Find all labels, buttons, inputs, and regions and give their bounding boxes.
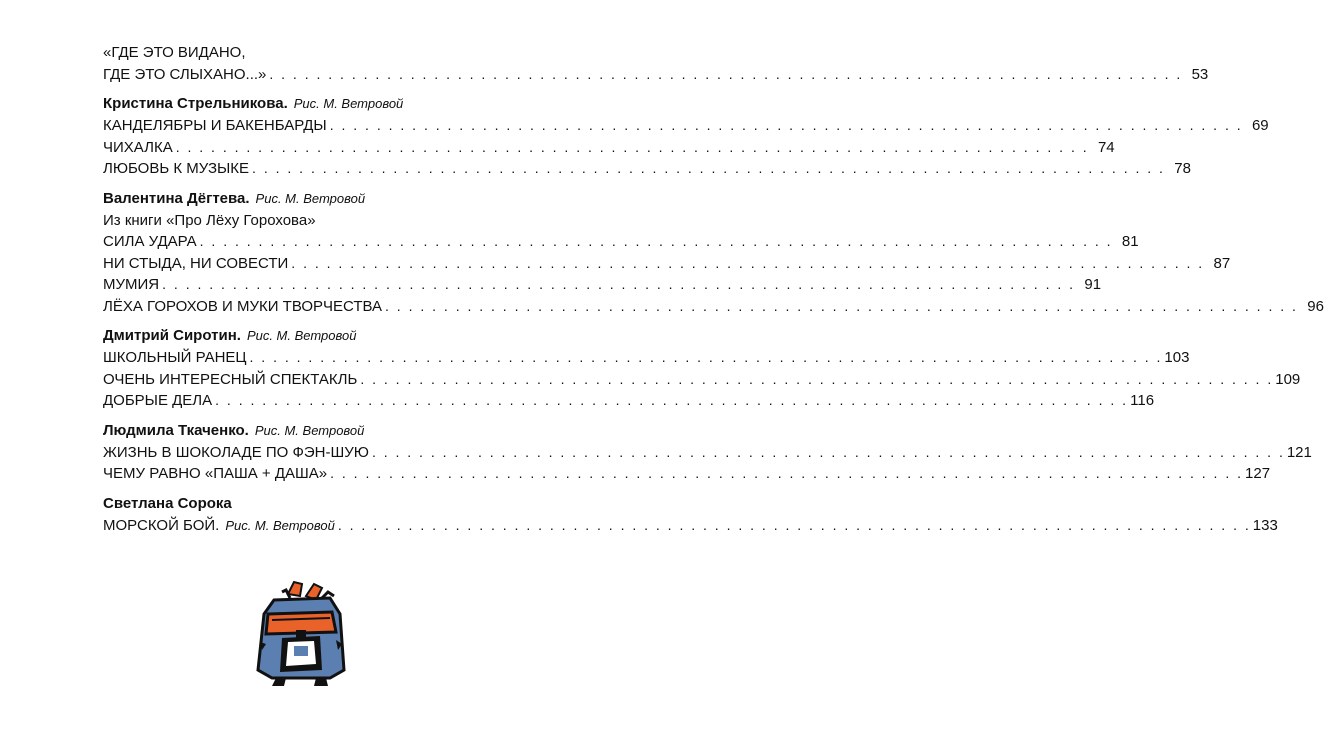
dot-leader: . . . . . . . . . . . . . . . . . . . . . . . . . . . . . . . . . . . . . . . . . . . . . . . . . . . . . . . . . . . . . . . . . . . . . . . . . . . . . . (249, 349, 1163, 365)
toc-entry[interactable] (103, 115, 1269, 137)
dot-leader: . . . . . . . . . . . . . . . . . . . . . . . . . . . . . . . . . . . . . . . . . . . . . . . . . . . . . . . . . . . . . . . . . . . . . . . . . . . . . . (385, 297, 1298, 314)
toc-entry[interactable] (103, 369, 1301, 391)
section-note: Из книги «Про Лёху Горохова» (103, 211, 316, 229)
dot-leader: . . . . . . . . . . . . . . . . . . . . . . . . . . . . . . . . . . . . . . . . . . . . . . . . . . . . . . . . . . . . . . . . . . . . . . . . . . . . . . (175, 138, 1089, 155)
toc-entry-title: ЖИЗНЬ В ШОКОЛАДЕ ПО ФЭН-ШУЮ (103, 443, 369, 461)
toc-entry-title: ЛЮБОВЬ К МУЗЫКЕ (103, 160, 250, 177)
toc-entry-title: ГДЕ ЭТО СЛЫХАНО...» (103, 65, 267, 83)
toc-entry-title: ЧИХАЛКА (103, 138, 173, 156)
author-line (103, 188, 463, 210)
toc-entry-title: ОЧЕНЬ ИНТЕРЕСНЫЙ СПЕКТАКЛЬ (103, 370, 358, 388)
dot-leader: . . . . . . . . . . . . . . . . . . . . . . . . . . . . . . . . . . . . . . . . . . . . . . . . . . . . . . . . . . . . . . . . . . . . . . . . . . . . . . (337, 516, 1251, 533)
toc-entry-title: ЛЁХА ГОРОХОВ И МУКИ ТВОРЧЕСТВА (103, 297, 383, 315)
toc-entry-title: МУМИЯ (103, 276, 160, 293)
toc-entry-title: НИ СТЫДА, НИ СОВЕСТИ (103, 254, 289, 272)
page-number: 121 (1286, 443, 1312, 461)
dot-leader: . . . . . . . . . . . . . . . . . . . . . . . . . . . . . . . . . . . . . . . . . . . . . . . . . . . . . . . . . . . . . . . . . . . . . . . . . . . . . . (371, 443, 1285, 460)
toc-entry[interactable] (103, 158, 1191, 180)
table-of-contents (103, 42, 1324, 544)
toc-entry-title: МОРСКОЙ БОЙ. (103, 516, 220, 534)
illustrator-credit: Рис. М. Ветровой (225, 517, 335, 533)
page-number: 96 (1307, 297, 1324, 315)
toc-entry[interactable] (103, 231, 1139, 253)
author-name: Кристина Стрельникова. (103, 95, 288, 112)
page-number: 109 (1275, 370, 1301, 388)
illustrator-credit: Рис. М. Ветровой (255, 190, 366, 206)
page-number: 133 (1252, 516, 1278, 534)
toc-entry[interactable] (103, 442, 1312, 464)
toc-section (103, 93, 1269, 180)
author-line (103, 325, 463, 347)
page-number: 127 (1245, 465, 1271, 482)
toc-entry-title: ЧЕМУ РАВНО «ПАША + ДАША» (103, 465, 328, 482)
toc-entry[interactable] (103, 296, 1324, 318)
author-line (103, 420, 463, 442)
toc-entry[interactable] (103, 274, 1102, 296)
dot-leader: . . . . . . . . . . . . . . . . . . . . . . . . . . . . . . . . . . . . . . . . . . . . . . . . . . . . . . . . . . . . . . . . . . . . . . . . . . . . . . (162, 276, 1076, 292)
dot-leader: . . . . . . . . . . . . . . . . . . . . . . . . . . . . . . . . . . . . . . . . . . . . . . . . . . . . . . . . . . . . . . . . . . . . . . . . . . . . . . (329, 117, 1243, 133)
author-name: Людмила Ткаченко. (103, 421, 249, 439)
author-line (103, 493, 463, 515)
dot-leader: . . . . . . . . . . . . . . . . . . . . . . . . . . . . . . . . . . . . . . . . . . . . . . . . . . . . . . . . . . . . . . . . . . . . . . . . . . . . . . (330, 465, 1244, 481)
illustrator-credit: Рис. М. Ветровой (254, 422, 365, 438)
dot-leader: . . . . . . . . . . . . . . . . . . . . . . . . . . . . . . . . . . . . . . . . . . . . . . . . . . . . . . . . . . . . . . . . . . . . . . . . . . . . . . (291, 254, 1205, 271)
toc-entry-title: «ГДЕ ЭТО ВИДАНО, (103, 44, 246, 61)
page-number: 116 (1130, 392, 1155, 409)
toc-entry-title: ДОБРЫЕ ДЕЛА (103, 392, 213, 409)
dot-leader: . . . . . . . . . . . . . . . . . . . . . . . . . . . . . . . . . . . . . . . . . . . . . . . . . . . . . . . . . . . . . . . . . . . . . . . . . . . . . . (199, 233, 1113, 249)
toc-section (103, 493, 1278, 537)
author-name: Светлана Сорока (103, 494, 232, 512)
toc-entry[interactable] (103, 137, 1115, 159)
backpack-icon (250, 580, 350, 690)
toc-entry[interactable] (103, 463, 1271, 485)
dot-leader: . . . . . . . . . . . . . . . . . . . . . . . . . . . . . . . . . . . . . . . . . . . . . . . . . . . . . . . . . . . . . . . . . . . . . . . . . . . . . . (215, 392, 1129, 408)
toc-entry[interactable] (103, 253, 1231, 275)
page-number: 91 (1084, 276, 1102, 293)
page-number: 103 (1164, 349, 1190, 366)
toc-entry[interactable] (103, 390, 1155, 412)
toc-entry[interactable] (103, 64, 1209, 86)
toc-section (103, 420, 1312, 485)
page-number: 69 (1251, 117, 1269, 134)
toc-entry[interactable] (103, 515, 1278, 537)
page-number: 81 (1121, 233, 1139, 250)
toc-entry-title: ШКОЛЬНЫЙ РАНЕЦ (103, 349, 247, 366)
page-number: 78 (1174, 160, 1191, 177)
toc-entry[interactable] (103, 347, 1190, 369)
toc-section (103, 188, 1324, 318)
dot-leader: . . . . . . . . . . . . . . . . . . . . . . . . . . . . . . . . . . . . . . . . . . . . . . . . . . . . . . . . . . . . . . . . . . . . . . . . . . . . . . (269, 65, 1183, 82)
page-number: 53 (1191, 65, 1209, 83)
illustrator-credit: Рис. М. Ветровой (293, 96, 404, 111)
author-name: Дмитрий Сиротин. (103, 327, 241, 344)
dot-leader: . . . . . . . . . . . . . . . . . . . . . . . . . . . . . . . . . . . . . . . . . . . . . . . . . . . . . . . . . . . . . . . . . . . . . . . . . . . . . . (252, 160, 1165, 176)
toc-entry-title: СИЛА УДАРА (103, 233, 197, 250)
author-name: Валентина Дёгтева. (103, 189, 250, 207)
page-number: 87 (1213, 254, 1231, 272)
toc-section (103, 42, 1209, 85)
toc-section (103, 325, 1301, 412)
author-line (103, 93, 463, 115)
dot-leader: . . . . . . . . . . . . . . . . . . . . . . . . . . . . . . . . . . . . . . . . . . . . . . . . . . . . . . . . . . . . . . . . . . . . . . . . . . . . . . (360, 370, 1274, 387)
page-number: 74 (1097, 138, 1115, 156)
toc-entry-title: КАНДЕЛЯБРЫ И БАКЕНБАРДЫ (103, 117, 327, 134)
illustrator-credit: Рис. М. Ветровой (246, 328, 357, 343)
